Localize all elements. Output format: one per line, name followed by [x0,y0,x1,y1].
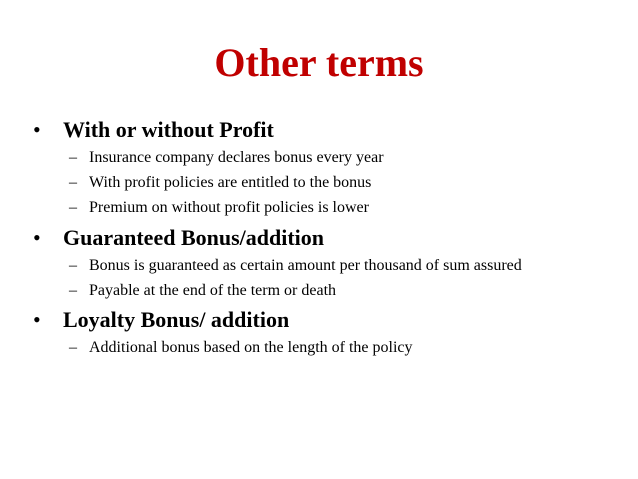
dash-marker: – [69,339,77,356]
dash-marker: – [69,257,77,274]
dash-marker: – [69,149,77,166]
bullet-marker: • [33,117,41,142]
bullet-with-or-without-profit [33,117,274,143]
sub-point [69,281,336,301]
slide-title: Other terms [214,40,424,85]
bullet-heading: With or without Profit [63,117,274,142]
sub-point [69,256,522,276]
sub-point [69,198,369,218]
sub-point-text: Additional bonus based on the length of the policy [89,339,413,356]
dash-marker: – [69,174,77,191]
sub-point-text: Bonus is guaranteed as certain amount per thousand of sum assured [89,257,522,274]
sub-point [69,148,384,168]
sub-point-text: Premium on without profit policies is lower [89,199,369,216]
bullet-marker: • [33,225,41,250]
bullet-heading: Loyalty Bonus/ addition [63,307,290,332]
dash-marker: – [69,282,77,299]
sub-point-text: Payable at the end of the term or death [89,282,337,299]
sub-point-text: Insurance company declares bonus every year [89,149,384,166]
sub-point [69,173,371,193]
bullet-heading: Guaranteed Bonus/addition [63,225,325,250]
bullet-guaranteed-bonus [33,225,324,251]
sub-point [69,338,413,358]
bullet-marker: • [33,307,41,332]
dash-marker: – [69,199,77,216]
bullet-loyalty-bonus [33,307,289,333]
sub-point-text: With profit policies are entitled to the bonus [89,174,372,191]
